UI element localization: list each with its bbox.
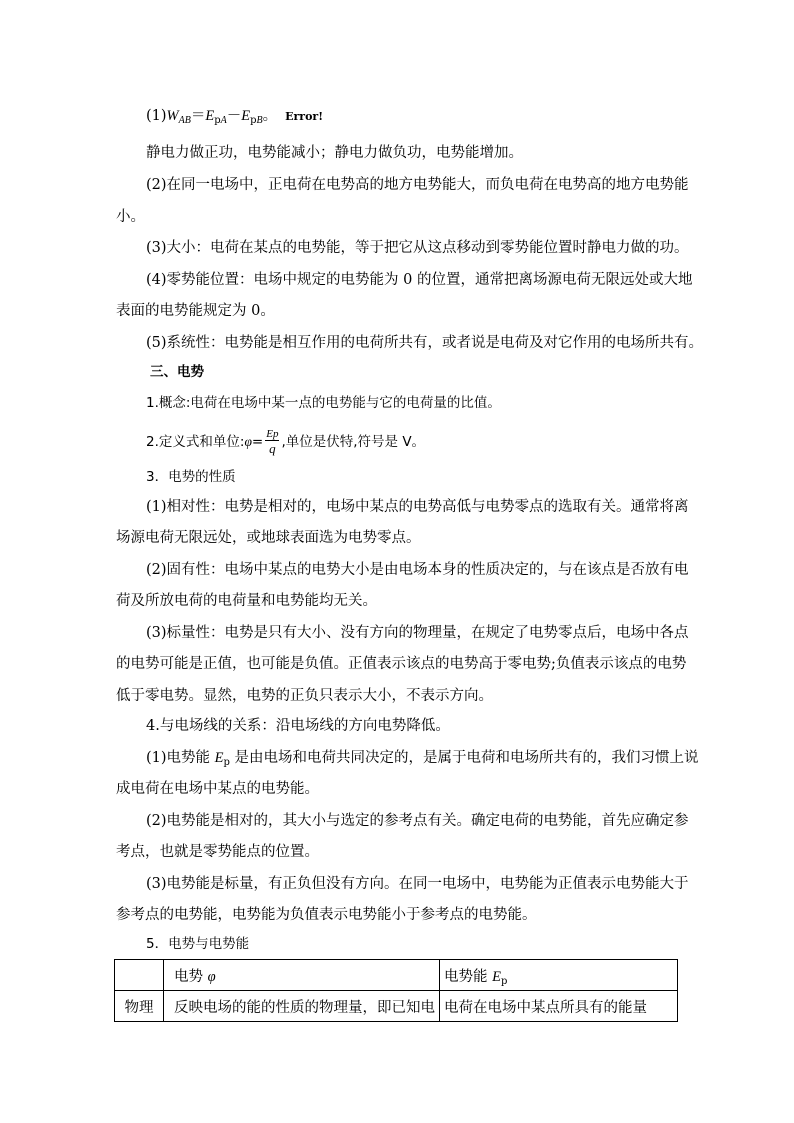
paragraph-text: (1)电势能 $E_p$ 是由电场和电荷共同决定的，是属于电荷和电场所共有的，我们习惯上说 xyxy=(146,750,699,768)
comparison-table xyxy=(114,959,678,1022)
table-cell: 电荷在电场中某点所具有的能量 xyxy=(440,991,678,1022)
paragraph-text: 低于零电势。显然，电势的正负只表示大小，不表示方向。 xyxy=(116,688,493,704)
paragraph-text: 参考点的电势能，电势能为负值表示电势能小于参考点的电势能。 xyxy=(116,907,537,923)
paragraph-text: (1)相对性：电势是相对的，电场中某点的电势高低与电势零点的选取有关。通常将离 xyxy=(146,499,689,515)
paragraph-text: 表面的电势能规定为 0。 xyxy=(116,303,275,319)
paragraph-text: 的电势可能是正值，也可能是负值。正值表示该点的电势高于零电势;负值表示该点的电势 xyxy=(116,656,687,672)
paragraph-text: 3．电势的性质 xyxy=(146,469,236,485)
table-header-cell: 电势 φ xyxy=(164,960,440,991)
table-cell: 物理 xyxy=(115,991,164,1022)
paragraph-text: (4)零势能位置：电场中规定的电势能为 0 的位置，通常把离场源电荷无限远处或大地 xyxy=(146,272,693,288)
paragraph-text: (3)电势能是标量，有正负但没有方向。在同一电场中，电势能为正值表示电势能大于 xyxy=(146,876,689,892)
paragraph-text: 4.与电场线的关系：沿电场线的方向电势降低。 xyxy=(146,718,450,734)
paragraph-text: 场源电荷无限远处，或地球表面选为电势零点。 xyxy=(116,530,421,546)
formula-work-energy: $(1)W_{AB}=E_{pA}-E_{pB}$。 Error! xyxy=(146,108,324,126)
paragraph-text: (5)系统性：电势能是相互作用的电荷所共有，或者说是电荷及对它作用的电场所共有。 xyxy=(146,335,704,351)
paragraph-text: 成电荷在电场中某点的电势能。 xyxy=(116,781,319,797)
paragraph-text: 小。 xyxy=(116,209,145,225)
fraction: $\frac{Ep}{q}$ xyxy=(266,428,279,456)
paragraph-text: 静电力做正功，电势能减小；静电力做负功，电势能增加。 xyxy=(146,145,523,161)
table-header-row xyxy=(115,960,678,991)
paragraph-text: 1.概念:电荷在电场中某一点的电势能与它的电荷量的比值。 xyxy=(146,395,501,411)
paragraph-text: (2)电势能是相对的，其大小与选定的参考点有关。确定电荷的电势能，首先应确定参 xyxy=(146,813,689,829)
paragraph-text: 荷及所放电荷的电荷量和电势能均无关。 xyxy=(116,593,377,609)
paragraph-text: (3)大小：电荷在某点的电势能，等于把它从这点移动到零势能位置时静电力做的功。 xyxy=(146,240,689,256)
table-header-cell: 电势能 $E_p$ xyxy=(440,960,678,991)
table-cell: 反映电场的能的性质的物理量，即已知电 xyxy=(164,991,440,1022)
paragraph-text: (2)在同一电场中，正电荷在电势高的地方电势能大，而负电荷在电势高的地方电势能 xyxy=(146,177,689,193)
error-marker: Error! xyxy=(285,110,324,123)
paragraph-text: (3)标量性：电势是只有大小、没有方向的物理量，在规定了电势零点后，电场中各点 xyxy=(146,625,689,641)
section-heading: 三、电势 xyxy=(150,364,204,380)
table-cell xyxy=(115,960,164,991)
paragraph-text: 5．电势与电势能 xyxy=(146,936,250,952)
paragraph-text: (2)固有性：电场中某点的电势大小是由电场本身的性质决定的，与在该点是否放有电 xyxy=(146,562,689,578)
table-row xyxy=(115,991,678,1022)
definition-formula: 2.定义式和单位:φ= $\frac{Ep}{q}$ ,单位是伏特,符号是 V。 xyxy=(146,428,426,456)
paragraph-text: 考点，也就是零势能点的位置。 xyxy=(116,844,319,860)
